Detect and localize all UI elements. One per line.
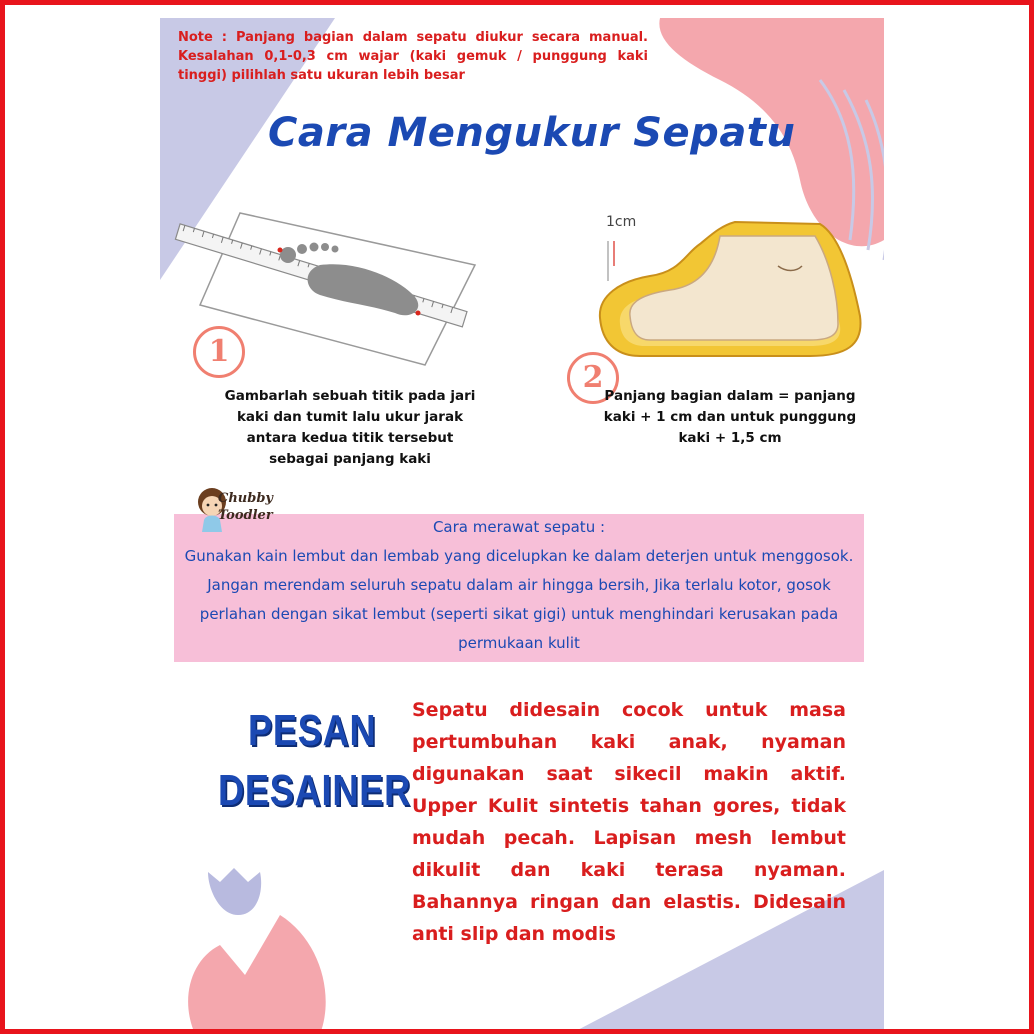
one-cm-label: 1cm bbox=[606, 214, 637, 230]
care-title: Cara merawat sepatu : bbox=[432, 518, 606, 536]
page-title: Cara Mengukur Sepatu bbox=[268, 110, 796, 156]
foot-in-shoe-illustration bbox=[590, 206, 870, 366]
designer-heading-line-2: DESAINER bbox=[218, 766, 412, 815]
product-info-page bbox=[160, 10, 884, 1034]
brand-name-line-2: Toodler bbox=[218, 508, 273, 523]
heel-mark-dot bbox=[416, 311, 421, 316]
measurement-note: Note : Panjang bagian dalam sepatu diukur secara manual. Kesalahan 0,1-0,3 cm wajar (kaki gemuk / punggung kaki tinggi) pilihlah satu ukuran lebih besar bbox=[178, 30, 648, 83]
toe-mark-dot bbox=[278, 248, 283, 253]
pink-flower-bottom-left bbox=[188, 915, 326, 1034]
step-2-instruction: Panjang bagian dalam = panjang kaki + 1 cm dan untuk punggung kaki + 1,5 cm bbox=[603, 388, 857, 446]
brand-name-line-1: Chubby bbox=[218, 491, 273, 506]
step-2-badge: 2 bbox=[567, 352, 619, 404]
step-1-badge: 1 bbox=[193, 326, 245, 378]
step-1-instruction: Gambarlah sebuah titik pada jari kaki dan tumit lalu ukur jarak antara kedua titik tersebut sebagai panjang kaki bbox=[224, 388, 476, 467]
care-body: Gunakan kain lembut dan lembab yang dicelupkan ke dalam deterjen untuk menggosok. Jangan merendam seluruh sepatu dalam air hingga bersih, Jika terlalu kotor, gosok perlahan dengan sikat lembut (seperti sikat gigi) untuk menghindari kerusakan pada permukaan kulit bbox=[184, 547, 854, 652]
designer-message: Sepatu didesain cocok untuk masa pertumbuhan kaki anak, nyaman digunakan saat sikecil makin aktif. Upper Kulit sintetis tahan gores, tidak mudah pecah. Lapisan mesh lembut dikulit dan kaki terasa nyaman. Bahannya ringan dan elastis. Didesain anti slip dan modis bbox=[412, 699, 846, 945]
lavender-tulip bbox=[208, 868, 261, 915]
designer-heading-line-1: PESAN bbox=[248, 706, 377, 755]
